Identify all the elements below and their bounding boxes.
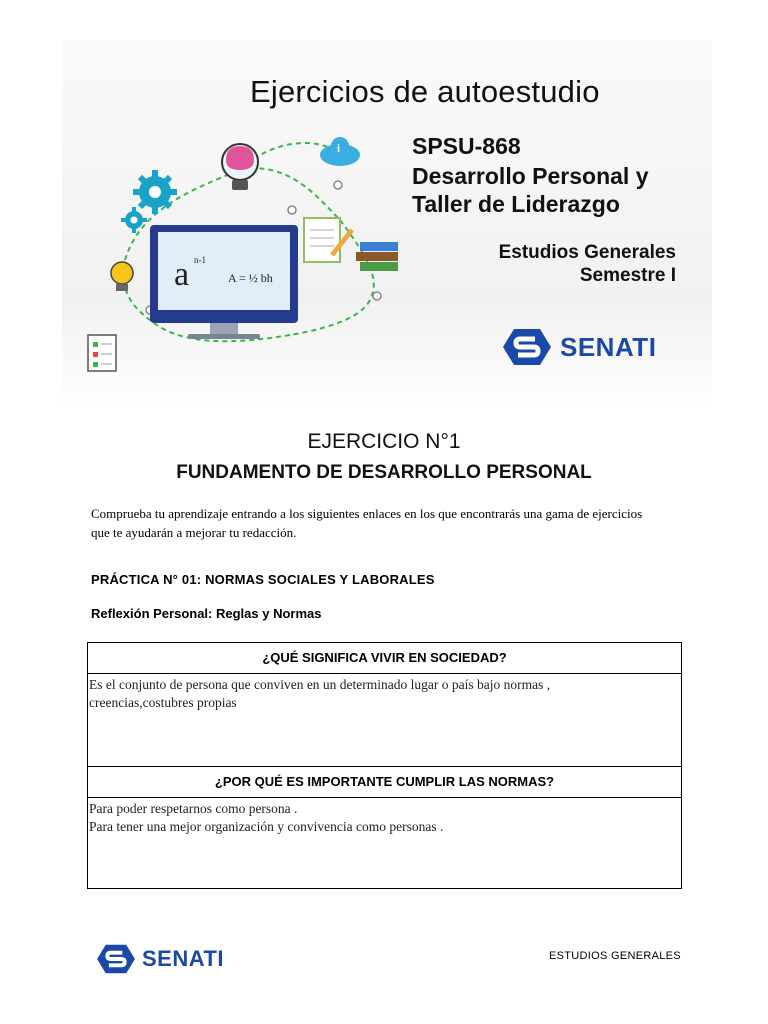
intro-paragraph: Comprueba tu aprendizaje entrando a los siguientes enlaces en los que encontrarás una gama de ejercicios que te ayudarán a mejorar tu redacción. bbox=[91, 506, 643, 540]
question-2: ¿POR QUÉ ES IMPORTANTE CUMPLIR LAS NORMAS? bbox=[88, 767, 682, 798]
senati-logo-text: SENATI bbox=[560, 331, 657, 362]
footer-label: ESTUDIOS GENERALES bbox=[549, 950, 681, 962]
gear-icon bbox=[121, 170, 177, 233]
semester-label: Semestre I bbox=[579, 265, 676, 286]
answer-1-line-2: creencias,costubres propias bbox=[89, 695, 237, 710]
answer-1 bbox=[88, 674, 682, 767]
answer-2-line-1: Para poder respetarnos como persona . bbox=[89, 801, 298, 816]
svg-text:i: i bbox=[337, 143, 341, 155]
practice-heading: PRÁCTICA N° 01: NORMAS SOCIALES Y LABORALES bbox=[91, 572, 435, 587]
answer-2-line-2: Para tener una mejor organización y convivencia como personas . bbox=[89, 819, 444, 834]
footer-logo-text: SENATI bbox=[142, 946, 225, 971]
reflection-heading: Reflexión Personal: Reglas y Normas bbox=[91, 606, 322, 621]
monitor-icon bbox=[150, 225, 298, 339]
exercise-title: EJERCICIO N°1 bbox=[307, 430, 461, 453]
footer-senati-logo bbox=[96, 944, 224, 974]
books-icon bbox=[356, 242, 398, 271]
area-label: Estudios Generales bbox=[498, 242, 676, 263]
cloud-info-icon bbox=[320, 137, 360, 166]
answer-1-line-1: Es el conjunto de persona que conviven en un determinado lugar o país bajo normas , bbox=[89, 677, 551, 692]
lightbulb-icon bbox=[111, 262, 133, 291]
senati-emblem-icon bbox=[96, 944, 136, 974]
education-illustration bbox=[70, 130, 410, 380]
answer-2 bbox=[88, 798, 682, 889]
question-1: ¿QUÉ SIGNIFICA VIVIR EN SOCIEDAD? bbox=[88, 643, 682, 674]
notebook-icon bbox=[304, 218, 352, 262]
checklist-icon bbox=[88, 335, 116, 371]
qa-table bbox=[87, 642, 682, 889]
document-title: Ejercicios de autoestudio bbox=[250, 74, 600, 109]
senati-emblem-icon bbox=[502, 328, 552, 366]
exercise-subtitle: FUNDAMENTO DE DESARROLLO PERSONAL bbox=[176, 462, 592, 483]
brain-bulb-icon bbox=[222, 144, 258, 190]
svg-text:A = ½ bh: A = ½ bh bbox=[228, 271, 273, 285]
course-code: SPSU-868 bbox=[412, 133, 521, 159]
svg-text:a: a bbox=[174, 256, 190, 293]
course-name: Desarrollo Personal y Taller de Liderazgo bbox=[412, 163, 649, 217]
senati-logo bbox=[502, 328, 656, 366]
svg-text:n-1: n-1 bbox=[194, 255, 206, 265]
